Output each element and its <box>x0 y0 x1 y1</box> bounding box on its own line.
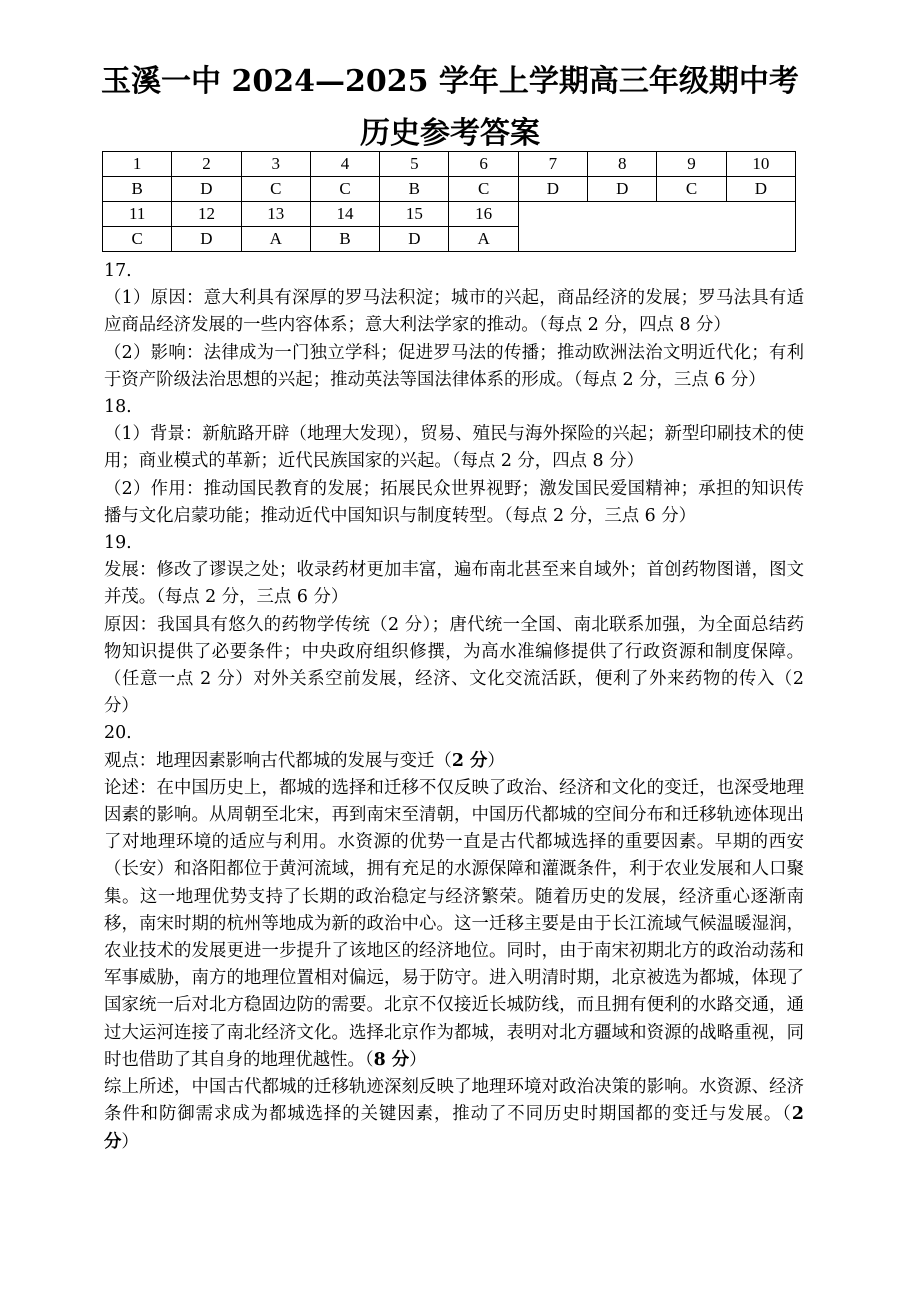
question-20-viewpoint <box>104 748 804 775</box>
question-number-cell: 12 <box>172 202 241 227</box>
question-20-conclusion <box>104 1074 804 1156</box>
argument-score: 8 分 <box>373 1049 410 1070</box>
question-19-development: 发展：修改了谬误之处；收录药材更加丰富，遍布南北甚至来自域外；首创药物图谱，图文并茂。（每点 2 分，三点 6 分） <box>104 560 804 608</box>
question-18-part-2: （2）作用：推动国民教育的发展；拓展民众世界视野；激发国民爱国精神；承担的知识传播与文化启蒙功能；推动近代中国知识与制度转型。（每点 2 分，三点 6 分） <box>104 478 804 526</box>
question-number-cell: 13 <box>241 202 310 227</box>
table-row-answers-1 <box>103 177 796 202</box>
empty-cell <box>518 202 795 252</box>
question-number-cell: 1 <box>103 152 172 177</box>
question-number-cell: 11 <box>103 202 172 227</box>
question-17-part-1: （1）原因：意大利具有深厚的罗马法积淀；城市的兴起，商品经济的发展；罗马法具有适应商品经济发展的一些内容体系；意大利法学家的推动。（每点 2 分，四点 8 分） <box>104 288 804 336</box>
answer-cell: D <box>172 227 241 252</box>
question-18-part-1: （1）背景：新航路开辟（地理大发现），贸易、殖民与海外探险的兴起；新型印刷技术的使用；商业模式的革新；近代民族国家的兴起。（每点 2 分，四点 8 分） <box>104 424 804 472</box>
answer-cell: D <box>588 177 657 202</box>
answer-cell: C <box>241 177 310 202</box>
answer-cell: B <box>103 177 172 202</box>
conclusion-close: ） <box>121 1131 139 1152</box>
viewpoint-close: ） <box>487 750 505 771</box>
answer-cell: A <box>449 227 518 252</box>
question-19-number: 19. <box>104 533 132 554</box>
answer-cell: C <box>310 177 379 202</box>
answer-cell: C <box>103 227 172 252</box>
argument-close: ） <box>409 1049 427 1070</box>
question-number-cell: 7 <box>518 152 587 177</box>
table-row-numbers-2 <box>103 202 796 227</box>
question-number-cell: 15 <box>380 202 449 227</box>
table-row-numbers-1 <box>103 152 796 177</box>
question-number-cell: 6 <box>449 152 518 177</box>
answer-table <box>102 151 796 252</box>
page-subtitle: 历史参考答案 <box>360 116 540 151</box>
question-number-cell: 9 <box>657 152 726 177</box>
question-number-cell: 16 <box>449 202 518 227</box>
question-17-part-2: （2）影响：法律成为一门独立学科；促进罗马法的传播；推动欧洲法治文明近代化；有利于资产阶级法治思想的兴起；推动英法等国法律体系的形成。（每点 2 分，三点 6 分） <box>104 342 804 390</box>
question-19-reason: 原因：我国具有悠久的药物学传统（2 分）；唐代统一全国、南北联系加强，为全面总结药物知识提供了必要条件；中央政府组织修撰，为高水准编修提供了行政资源和制度保障。（任意一点 2 分）对外关系空前发展，经济、文化交流活跃，便利了外来药物的传入（2 分） <box>104 614 804 717</box>
answer-cell: B <box>380 177 449 202</box>
answer-cell: A <box>241 227 310 252</box>
viewpoint-text: 观点：地理因素影响古代都城的发展与变迁（ <box>104 750 452 771</box>
answer-cell: D <box>380 227 449 252</box>
answer-cell: D <box>726 177 795 202</box>
argument-text: 论述：在中国历史上，都城的选择和迁移不仅反映了政治、经济和文化的变迁，也深受地理因素的影响。从周朝至北宋，再到南宋至清朝，中国历代都城的空间分布和迁移轨迹体现出了对地理环境的适应与利用。水资源的优势一直是古代都城选择的重要因素。早期的西安（长安）和洛阳都位于黄河流域，拥有充足的水源保障和灌溉条件，利于农业发展和人口聚集。这一地理优势支持了长期的政治稳定与经济繁荣。随着历史的发展，经济重心逐渐南移，南宋时期的杭州等地成为新的政治中心。这一迁移主要是由于长江流域气候温暖湿润，农业技术的发展更进一步提升了该地区的经济地位。同时，由于南宋初期北方的政治动荡和军事威胁，南方的地理位置相对偏远，易于防守。进入明清时期，北京被选为都城，体现了国家统一后对北方稳固边防的需要。北京不仅接近长城防线，而且拥有便利的水路交通，通过大运河连接了南北经济文化。选择北京作为都城，表明对北方疆域和资源的战略重视，同时也借助了其自身的地理优越性。（ <box>104 777 804 1070</box>
viewpoint-score: 2 分 <box>451 750 488 771</box>
question-number-cell: 14 <box>310 202 379 227</box>
question-number-cell: 5 <box>380 152 449 177</box>
question-20-number: 20. <box>104 723 132 744</box>
answer-cell: C <box>449 177 518 202</box>
answer-cell: B <box>310 227 379 252</box>
conclusion-score: 2 分 <box>104 1104 804 1152</box>
question-20-argument <box>104 775 804 1074</box>
question-18-number: 18. <box>104 397 132 418</box>
question-number-cell: 10 <box>726 152 795 177</box>
question-number-cell: 2 <box>172 152 241 177</box>
question-17-number: 17. <box>104 261 132 281</box>
question-number-cell: 3 <box>241 152 310 177</box>
conclusion-text: 综上所述，中国古代都城的迁移轨迹深刻反映了地理环境对政治决策的影响。水资源、经济条件和防御需求成为都城选择的关键因素，推动了不同历史时期国都的变迁与发展。（ <box>104 1077 804 1125</box>
answer-cell: D <box>518 177 587 202</box>
question-number-cell: 4 <box>310 152 379 177</box>
question-number-cell: 8 <box>588 152 657 177</box>
answer-body <box>104 258 804 1156</box>
page-title: 玉溪一中 2024—2025 学年上学期高三年级期中考 <box>101 64 799 99</box>
answer-cell: D <box>172 177 241 202</box>
answer-cell: C <box>657 177 726 202</box>
